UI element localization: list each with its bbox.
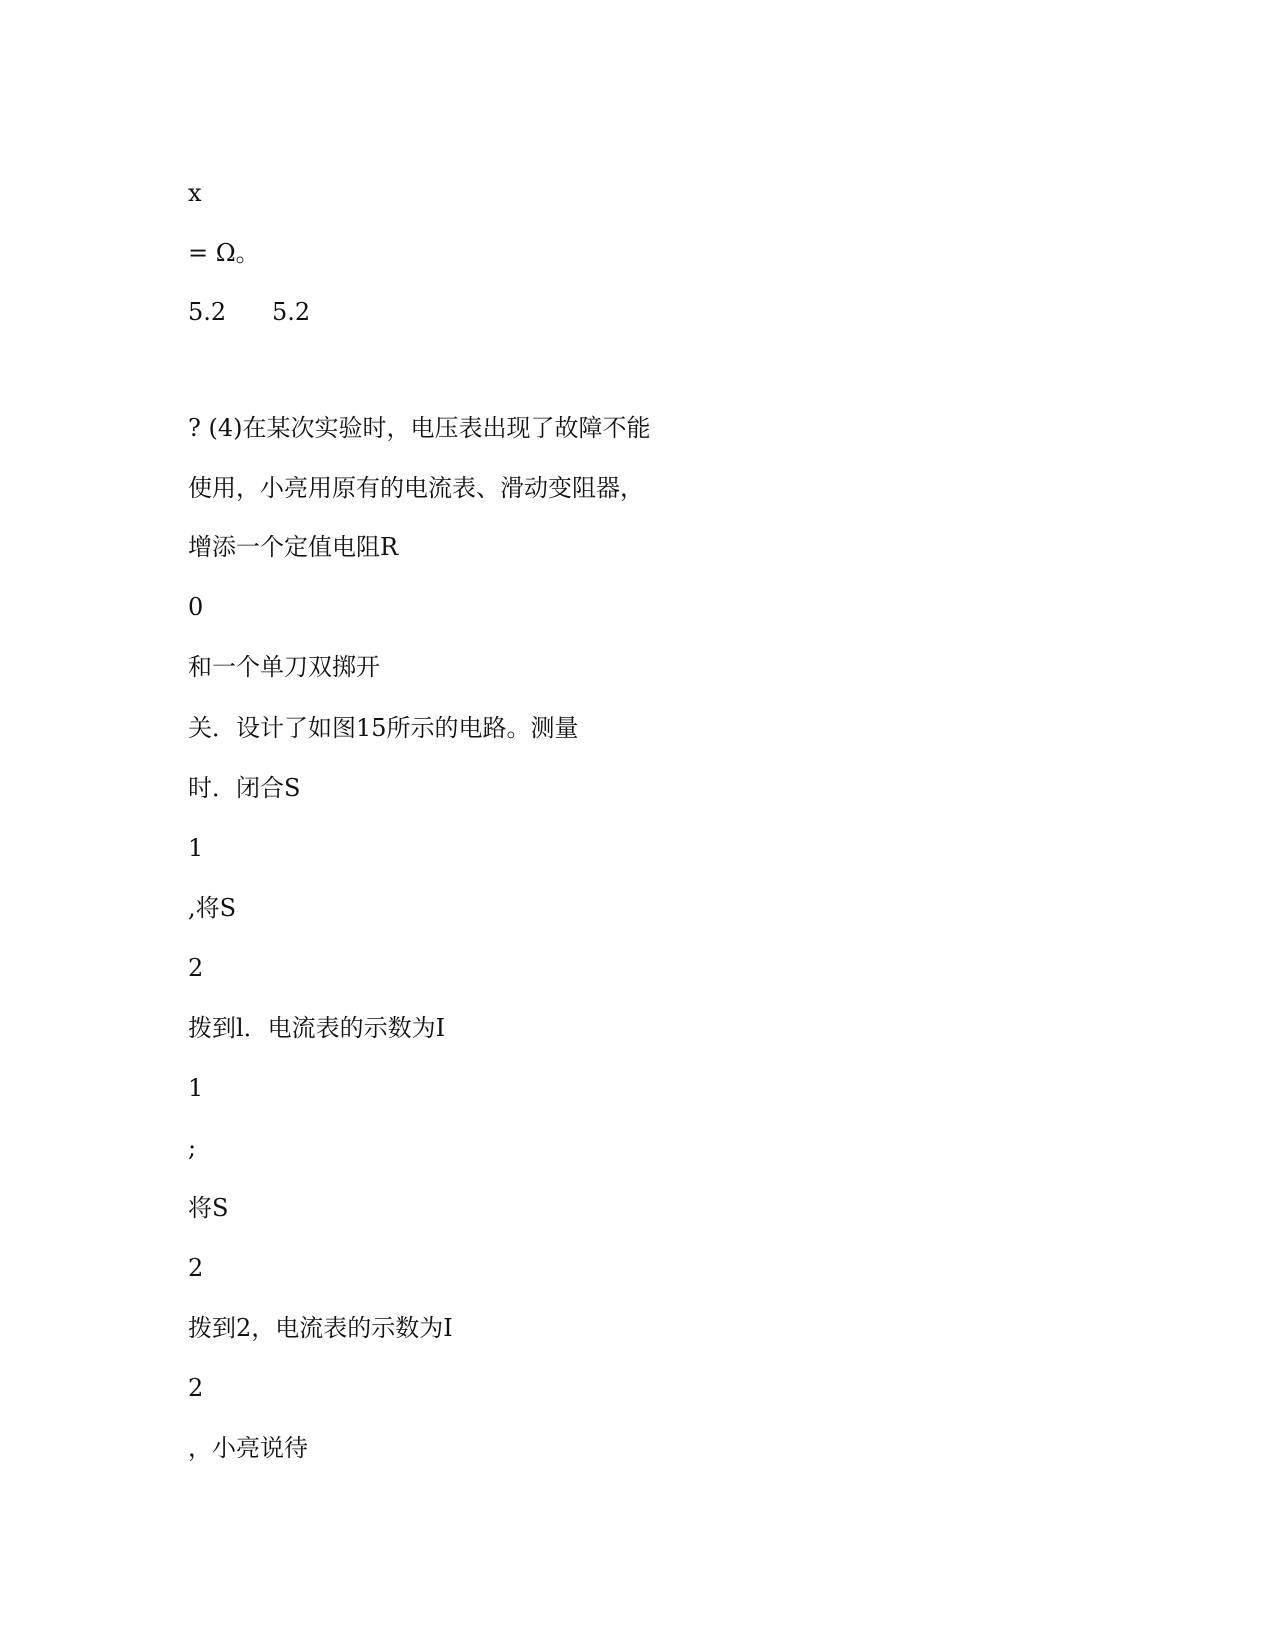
text-line: 关．设计了如图15所示的电路。测量	[188, 714, 579, 742]
text-line: 使用，小亮用原有的电流表、滑动变阻器，	[188, 474, 644, 502]
text-line: 时．闭合S	[188, 774, 301, 802]
text-line: 2	[188, 954, 204, 982]
text-line: 拨到2，电流表的示数为I	[188, 1314, 453, 1342]
text-line: 拨到l．电流表的示数为I	[188, 1014, 446, 1042]
text-line: 0	[188, 593, 204, 621]
text-line: 将S	[188, 1194, 229, 1222]
text-line: 5.2 5.2	[188, 298, 311, 326]
text-line: ;	[188, 1134, 197, 1162]
text-line: 增添一个定值电阻R	[188, 533, 399, 561]
text-line: ,将S	[188, 894, 237, 922]
text-line: 和一个单刀双掷开	[188, 653, 380, 681]
text-line: ，小亮说待	[188, 1434, 308, 1462]
text-line: 1	[188, 834, 204, 862]
text-line: x	[188, 179, 202, 207]
text-line: = Ω。	[188, 239, 260, 267]
text-line: 2	[188, 1254, 204, 1282]
text-line: 2	[188, 1374, 204, 1402]
text-line: ? (4)在某次实验时，电压表出现了故障不能	[188, 414, 651, 442]
text-line: 1	[188, 1074, 204, 1102]
